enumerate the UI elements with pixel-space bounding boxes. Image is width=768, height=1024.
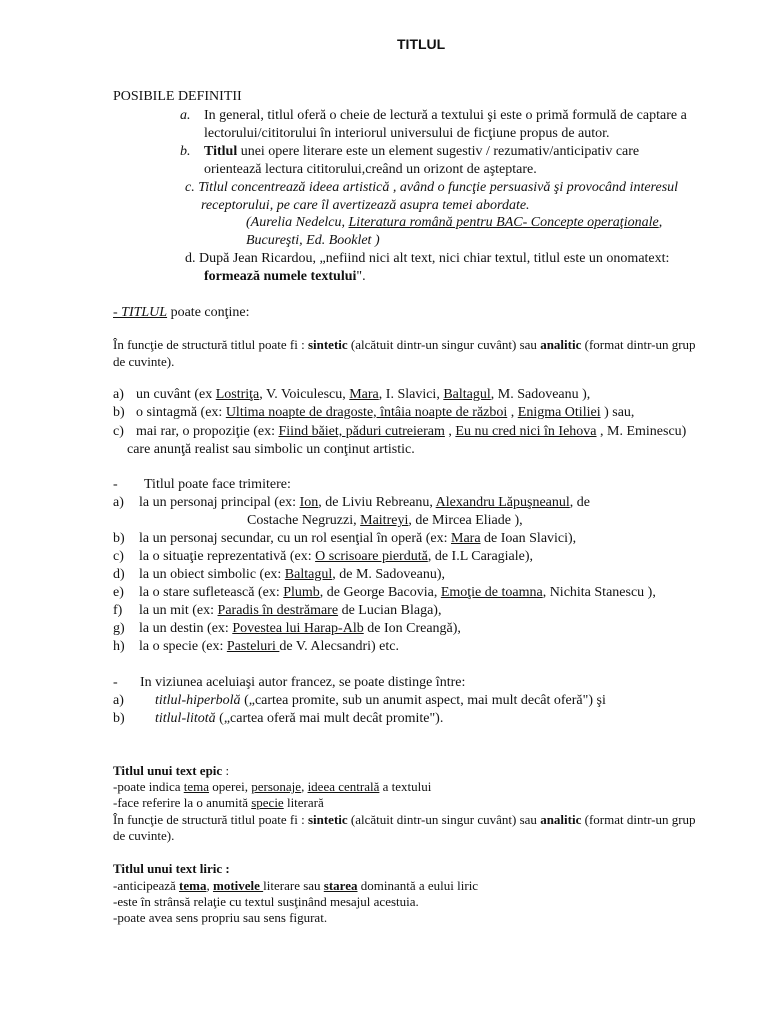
abc-a-marker: a) <box>113 387 124 402</box>
def-d-line1: d. După Jean Ricardou, „nefiind nici alt text, nici chiar textul, titlul este un onomatext: <box>185 251 670 266</box>
abc-c-line: mai rar, o propoziţie (ex: Fiind băiet, păduri cutreieram , Eu nu cred nici în Iehova , M. Eminescu) <box>136 424 687 439</box>
trim-f-line: la un mit (ex: Paradis în destrămare de Lucian Blaga), <box>139 603 442 618</box>
def-c-line2: receptorului, pe care îl avertizează asupra temei abordate. <box>201 198 530 213</box>
abc-b-marker: b) <box>113 405 125 420</box>
trim-e-marker: e) <box>113 585 124 600</box>
structure-line2: de cuvinte). <box>113 354 175 369</box>
trim-heading: Titlul poate face trimitere: <box>144 477 291 492</box>
definitions-heading: POSIBILE DEFINITII <box>113 89 242 104</box>
liric-line3: -poate avea sens propriu sau sens figurat. <box>113 910 328 925</box>
epic-line2: -face referire la o anumită specie literară <box>113 795 324 810</box>
trim-d-marker: d) <box>113 567 125 582</box>
epic-structure-line1: În funcţie de structură titlul poate fi : sintetic (alcătuit dintr-un singur cuvânt) sau analitic (format dintr-un grup <box>113 812 696 827</box>
trim-f-marker: f) <box>113 603 123 618</box>
def-b-bold: Titlul <box>204 144 238 159</box>
def-c-line1: c. Titlul concentrează ideea artistică , având o funcţie persuasivă şi provocând interesul <box>185 180 679 195</box>
trim-h-marker: h) <box>113 639 125 654</box>
fr-b-marker: b) <box>113 711 125 726</box>
citation-line1: (Aurelia Nedelcu, Literatura română pentru BAC- Concepte operaţionale, <box>246 215 663 230</box>
abc-c-line2: care anunţă realist sau simbolic un conţinut artistic. <box>127 442 415 457</box>
structure-line1: În funcţie de structură titlul poate fi : sintetic (alcătuit dintr-un singur cuvânt) sau analitic (format dintr-un grup <box>113 337 696 352</box>
def-b-line1: Titlul unei opere literare este un element sugestiv / rezumativ/anticipativ care <box>204 144 640 159</box>
def-a-marker: a. <box>180 108 191 123</box>
trim-a-line2: Costache Negruzzi, Maitreyi, de Mircea Eliade ), <box>247 513 523 528</box>
trim-h-line: la o specie (ex: Pasteluri de V. Alecsandri) etc. <box>139 639 399 654</box>
abc-c-marker: c) <box>113 424 124 439</box>
trim-b-marker: b) <box>113 531 125 546</box>
fr-heading: In viziunea aceluiaşi autor francez, se poate distinge între: <box>140 675 466 690</box>
trim-dash: - <box>113 477 118 492</box>
abc-a-line: un cuvânt (ex Lostriţa, V. Voiculescu, Mara, I. Slavici, Baltagul, M. Sadoveanu ), <box>136 387 591 402</box>
epic-line1: -poate indica tema operei, personaje, ideea centrală a textului <box>113 779 432 794</box>
def-b-marker: b. <box>180 144 191 159</box>
fr-dash: - <box>113 675 118 690</box>
trim-a-marker: a) <box>113 495 124 510</box>
liric-heading: Titlul unui text liric : <box>113 861 230 876</box>
def-d-bold: formează numele textului <box>204 269 357 284</box>
trim-c-line: la o situaţie reprezentativă (ex: O scrisoare pierdută, de I.L Caragiale), <box>139 549 534 564</box>
trim-a-line: la un personaj principal (ex: Ion, de Liviu Rebreanu, Alexandru Lăpuşneanul, de <box>139 495 590 510</box>
liric-line1: -anticipează tema, motivele literare sau starea dominantă a eului liric <box>113 878 479 893</box>
citation-line2: Bucureşti, Ed. Booklet ) <box>246 233 380 248</box>
abc-b-line: o sintagmă (ex: Ultima noapte de dragoste, întâia noapte de război , Enigma Otiliei ) sau, <box>136 405 635 420</box>
fr-a-line: titlul-hiperbolă („cartea promite, sub un anumit aspect, mai mult decât oferă") şi <box>155 693 606 708</box>
liric-line2: -este în strânsă relaţie cu textul susţinând mesajul acestuia. <box>113 894 419 909</box>
trim-g-line: la un destin (ex: Povestea lui Harap-Alb de Ion Creangă), <box>139 621 461 636</box>
fr-a-marker: a) <box>113 693 124 708</box>
trim-g-marker: g) <box>113 621 125 636</box>
trim-b-line: la un personaj secundar, cu un rol esenţial în operă (ex: Mara de Ioan Slavici), <box>139 531 577 546</box>
fr-b-line: titlul-litotă („cartea oferă mai mult decât promite"). <box>155 711 444 726</box>
epic-structure-line2: de cuvinte). <box>113 828 175 843</box>
def-b-line2: orientează lectura cititorului,creând un orizont de aşteptare. <box>204 162 537 177</box>
trim-d-line: la un obiect simbolic (ex: Baltagul, de M. Sadoveanu), <box>139 567 445 582</box>
contine-heading: - TITLUL poate conţine: <box>113 305 250 320</box>
def-a-line1: In general, titlul oferă o cheie de lectură a textului şi este o primă formulă de captare a <box>204 108 687 123</box>
epic-heading: Titlul unui text epic : <box>113 763 230 778</box>
trim-e-line: la o stare sufletească (ex: Plumb, de George Bacovia, Emoţie de toamna, Nichita Stanescu ), <box>139 585 656 600</box>
def-a-line2: lectorului/cititorului în interiorul universului de ficţiune propus de autor. <box>204 126 610 141</box>
def-d-line2: formează numele textului". <box>204 269 366 284</box>
doc-title: TITLUL <box>397 36 446 52</box>
trim-c-marker: c) <box>113 549 124 564</box>
citation-book: Literatura română pentru BAC- Concepte operaţionale <box>348 215 659 230</box>
